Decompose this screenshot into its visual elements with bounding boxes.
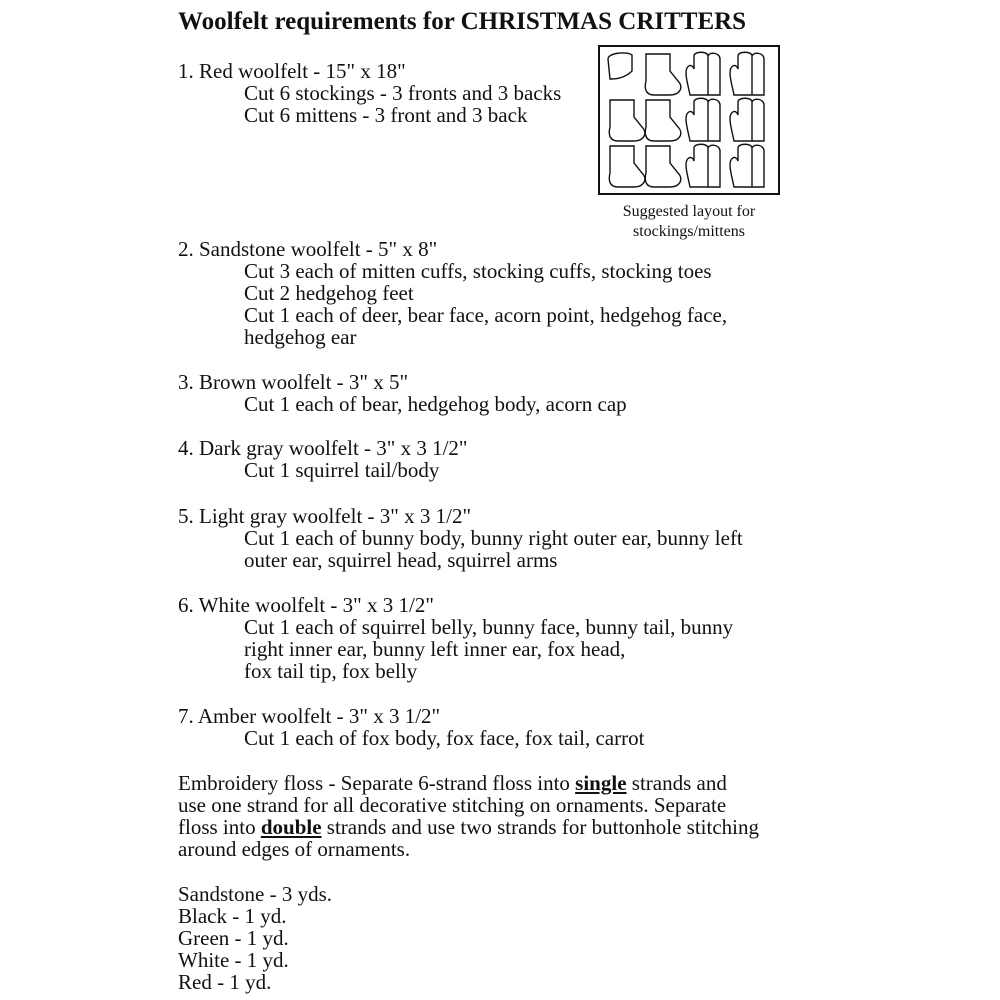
mitten-shape — [686, 144, 720, 187]
layout-caption-line-1: Suggested layout for — [622, 203, 756, 220]
floss-line-2: use one strand for all decorative stitching on ornaments. Separate — [178, 793, 727, 817]
item-2-line-1: Cut 3 each of mitten cuffs, stocking cuffs, stocking toes — [244, 259, 712, 283]
single-emphasis: single — [575, 771, 627, 795]
mitten-shape — [686, 98, 720, 141]
floss-amount-sandstone: Sandstone - 3 yds. — [178, 882, 332, 906]
page-title: Woolfelt requirements for CHRISTMAS CRITTERS — [178, 8, 747, 35]
layout-shapes — [600, 47, 778, 193]
mitten-shape — [730, 52, 764, 95]
item-4-line-1: Cut 1 squirrel tail/body — [244, 458, 440, 482]
item-6-line-2: right inner ear, bunny left inner ear, fox head, — [244, 637, 626, 661]
item-6-line-3: fox tail tip, fox belly — [244, 659, 418, 683]
stocking-shape — [609, 100, 645, 141]
floss-line-3: floss into double strands and use two strands for buttonhole stitching — [178, 815, 759, 839]
item-6-line-1: Cut 1 each of squirrel belly, bunny face, bunny tail, bunny — [244, 615, 734, 639]
stocking-shape — [645, 146, 681, 187]
item-7-line-1: Cut 1 each of fox body, fox face, fox tail, carrot — [244, 726, 645, 750]
stocking-shape — [608, 53, 632, 79]
item-3-line-1: Cut 1 each of bear, hedgehog body, acorn cap — [244, 392, 627, 416]
item-3-heading: 3. Brown woolfelt - 3" x 5" — [178, 370, 409, 394]
floss-line-1: Embroidery floss - Separate 6-strand floss into single strands and — [178, 771, 727, 795]
stocking-mitten-layout-diagram — [598, 45, 780, 195]
floss-line-4: around edges of ornaments. — [178, 837, 411, 861]
item-4-heading: 4. Dark gray woolfelt - 3" x 3 1/2" — [178, 436, 468, 460]
item-6-heading: 6. White woolfelt - 3" x 3 1/2" — [178, 593, 434, 617]
floss-amount-red: Red - 1 yd. — [178, 970, 272, 994]
item-2-line-4: hedgehog ear — [244, 325, 357, 349]
item-1-line-1: Cut 6 stockings - 3 fronts and 3 backs — [244, 81, 562, 105]
layout-caption — [589, 202, 789, 242]
item-7-heading: 7. Amber woolfelt - 3" x 3 1/2" — [178, 704, 441, 728]
item-5-line-1: Cut 1 each of bunny body, bunny right outer ear, bunny left — [244, 526, 743, 550]
floss-amount-green: Green - 1 yd. — [178, 926, 289, 950]
item-1-heading: 1. Red woolfelt - 15" x 18" — [178, 59, 406, 83]
floss-amount-white: White - 1 yd. — [178, 948, 289, 972]
double-emphasis: double — [260, 815, 322, 839]
item-1-line-2: Cut 6 mittens - 3 front and 3 back — [244, 103, 528, 127]
floss-amount-black: Black - 1 yd. — [178, 904, 287, 928]
mitten-shape — [730, 144, 764, 187]
item-5-heading: 5. Light gray woolfelt - 3" x 3 1/2" — [178, 504, 472, 528]
stocking-shape — [609, 146, 645, 187]
layout-caption-line-2: stockings/mittens — [633, 223, 745, 240]
stocking-shape — [645, 100, 681, 141]
item-2-line-2: Cut 2 hedgehog feet — [244, 281, 414, 305]
mitten-shape — [730, 98, 764, 141]
item-2-heading: 2. Sandstone woolfelt - 5" x 8" — [178, 237, 438, 261]
item-5-line-2: outer ear, squirrel head, squirrel arms — [244, 548, 558, 572]
stocking-shape — [645, 54, 681, 95]
item-2-line-3: Cut 1 each of deer, bear face, acorn point, hedgehog face, — [244, 303, 728, 327]
mitten-shape — [686, 52, 720, 95]
